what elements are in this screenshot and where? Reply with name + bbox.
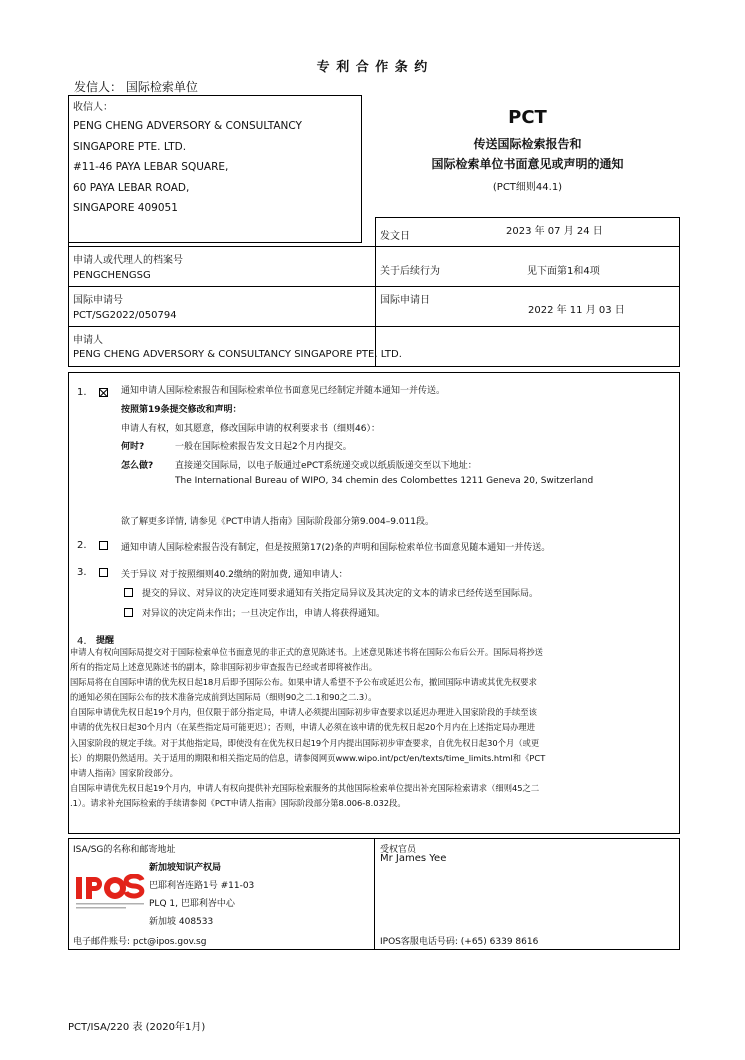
item3-number: 3. xyxy=(77,567,87,578)
form-title-line1: 传送国际检索报告和 xyxy=(473,137,582,151)
file-ref-label: 申请人或代理人的档案号 xyxy=(73,255,183,266)
item1-address: The International Bureau of WIPO, 34 chemin des Colombettes 1211 Geneva 20, Switzerland xyxy=(175,476,594,486)
recipient-address xyxy=(73,116,302,219)
item1-text: 通知申请人国际检索报告和国际检索单位书面意见已经制定并随本通知一并传送。 xyxy=(121,386,446,396)
isa-email: 电子邮件账号: pct@ipos.gov.sg xyxy=(73,937,207,947)
grid-line xyxy=(375,217,376,367)
isa-label: ISA/SG的名称和邮寄地址 xyxy=(73,845,176,855)
sender-label: 发信人： xyxy=(74,80,123,94)
item4-line: 自国际申请优先权日起19个月内，申请人有权向提供补充国际检索服务的其他国际检索单位提出补充国际检索请求（细则45之二 xyxy=(70,782,540,793)
intl-app-no-value: PCT/SG2022/050794 xyxy=(73,310,177,321)
recipient-line: 60 PAYA LEBAR ROAD, xyxy=(73,181,190,194)
ipos-logo-svg xyxy=(74,874,146,912)
form-pct-title: PCT xyxy=(508,107,547,128)
item4-line: 申请人指南》国家阶段部分。 xyxy=(70,767,178,778)
item4-line: 长）的期限仍然适用。关于适用的期限和相关指定局的信息，请参阅网页www.wipo.int/pct/en/texts/time_limits.html和《PCT xyxy=(70,752,546,763)
intl-filing-date-label: 国际申请日 xyxy=(380,295,430,306)
grid-line xyxy=(68,243,69,367)
item1-more-info: 欲了解更多详情, 请参见《PCT申请人指南》国际阶段部分第9.004–9.011段。 xyxy=(121,517,434,527)
isa-address-line: 巴耶利峇连路1号 #11-03 xyxy=(149,881,255,891)
isa-name: 新加坡知识产权局 xyxy=(149,863,222,873)
grid-line xyxy=(68,246,680,247)
footer-divider xyxy=(374,838,375,950)
recipient-box xyxy=(68,95,362,243)
item1-checkbox[interactable] xyxy=(99,388,108,397)
ipos-logo xyxy=(74,874,146,912)
officer-label: 受权官员 xyxy=(380,845,417,855)
grid-line xyxy=(375,217,680,218)
item1-how-text: 直接递交国际局，以电子版通过ePCT系统递交或以纸质版递交至以下地址： xyxy=(175,461,477,471)
grid-line xyxy=(68,366,680,367)
officer-name: Mr James Yee xyxy=(380,853,447,864)
grid-line xyxy=(679,217,680,367)
item1-amend-text: 申请人有权，如其愿意，修改国际申请的权利要求书（细则46）： xyxy=(121,424,380,434)
treaty-title: 专 利 合 作 条 约 xyxy=(316,60,429,75)
item4-line: 自国际申请优先权日起19个月内，但仅限于部分指定局，申请人必须提出国际初步审查要求以延迟办理进入国家阶段的手续至该 xyxy=(70,707,537,718)
recipient-line: PENG CHENG ADVERSORY & CONSULTANCY xyxy=(73,120,302,132)
form-title-line2: 国际检索单位书面意见或声明的通知 xyxy=(431,157,624,171)
further-action-value: 见下面第1和4项 xyxy=(527,266,600,277)
applicant-label: 申请人 xyxy=(73,335,103,346)
item2-text: 通知申请人国际检索报告没有制定，但是按照第17(2)条的声明和国际检索单位书面意见随本通知一并传送。 xyxy=(121,543,551,553)
ipos-phone: IPOS客服电话号码: (+65) 6339 8616 xyxy=(380,937,539,947)
isa-address-line: PLQ 1, 巴耶利峇中心 xyxy=(149,899,235,909)
item1-when-text: 一般在国际检索报告发文日起2个月内提交。 xyxy=(175,442,352,452)
item4-number: 4. xyxy=(77,636,87,647)
item3-option2-text: 对异议的决定尚未作出；一旦决定作出，申请人将获得通知。 xyxy=(142,609,386,619)
isa-address-line: 新加坡 408533 xyxy=(149,917,214,927)
recipient-line: SINGAPORE PTE. LTD. xyxy=(73,140,187,153)
sender-line xyxy=(74,78,198,95)
sender-value: 国际检索单位 xyxy=(125,80,198,94)
form-rule-ref: (PCT细则44.1) xyxy=(492,182,563,193)
item4-line: .1）。请求补充国际检索的手续请参阅《PCT申请人指南》国际阶段部分第8.006-8.032段。 xyxy=(70,797,406,808)
recipient-line: SINGAPORE 409051 xyxy=(73,202,178,214)
item3-option1-text: 提交的异议、对异议的决定连同要求通知有关指定局异议及其决定的文本的请求已经传送至国际局。 xyxy=(142,589,539,599)
item2-checkbox[interactable] xyxy=(99,541,108,550)
item3-text: 关于异议 对于按照细则40.2缴纳的附加费, 通知申请人： xyxy=(121,570,348,580)
item2-number: 2. xyxy=(77,540,87,551)
item1-number: 1. xyxy=(77,387,87,398)
item4-line: 入国家阶段的规定手续。对于其他指定局，即使没有在优先权日起19个月内提出国际初步审查要求，自优先权日起30个月（或更 xyxy=(70,737,540,748)
item4-title: 提醒 xyxy=(96,636,115,646)
intl-app-no-label: 国际申请号 xyxy=(73,295,123,306)
mail-date-value: 2023 年 07 月 24 日 xyxy=(506,226,603,237)
recipient-line: #11-46 PAYA LEBAR SQUARE, xyxy=(73,161,229,173)
grid-line xyxy=(68,326,680,327)
item4-body xyxy=(70,645,678,811)
item1-how-label: 怎么做? xyxy=(121,461,154,471)
item3-option2-checkbox[interactable] xyxy=(124,608,133,617)
file-ref-value: PENGCHENGSG xyxy=(73,270,151,281)
recipient-label: 收信人： xyxy=(73,102,113,113)
form-id: PCT/ISA/220 表 (2020年1月) xyxy=(68,1022,206,1033)
further-action-label: 关于后续行为 xyxy=(380,266,440,277)
item1-amend-title: 按照第19条提交修改和声明： xyxy=(121,405,242,415)
grid-line xyxy=(68,286,680,287)
item4-line: 申请人有权向国际局提交对于国际检索单位书面意见的非正式的意见陈述书。上述意见陈述书将在国际公布后公开。国际局将抄送 xyxy=(70,647,543,657)
intl-filing-date-value: 2022 年 11 月 03 日 xyxy=(528,305,625,316)
item4-line: 的通知必须在国际公布的技术准备完成前到达国际局（细则90之二.1和90之二.3）。 xyxy=(70,692,377,703)
item3-option1-checkbox[interactable] xyxy=(124,588,133,597)
applicant-value: PENG CHENG ADVERSORY & CONSULTANCY SINGAPORE PTE. LTD. xyxy=(73,349,402,360)
item3-checkbox[interactable] xyxy=(99,568,108,577)
item4-line: 所有的指定局上述意见陈述书的副本，除非国际初步审查报告已经或者即将被作出。 xyxy=(70,662,377,673)
item4-line: 申请的优先权日起30个月内（在某些指定局可能更迟）；否则，申请人必须在该申请的优先权日起20个月内在上述指定局办理进 xyxy=(70,722,536,733)
item1-when-label: 何时? xyxy=(121,442,145,452)
mail-date-label: 发文日 xyxy=(380,231,410,242)
item4-line: 国际局将在自国际申请的优先权日起18月后即予国际公布。如果申请人希望不予公布或延迟公布，撤回国际申请或其优先权要求 xyxy=(70,677,537,688)
